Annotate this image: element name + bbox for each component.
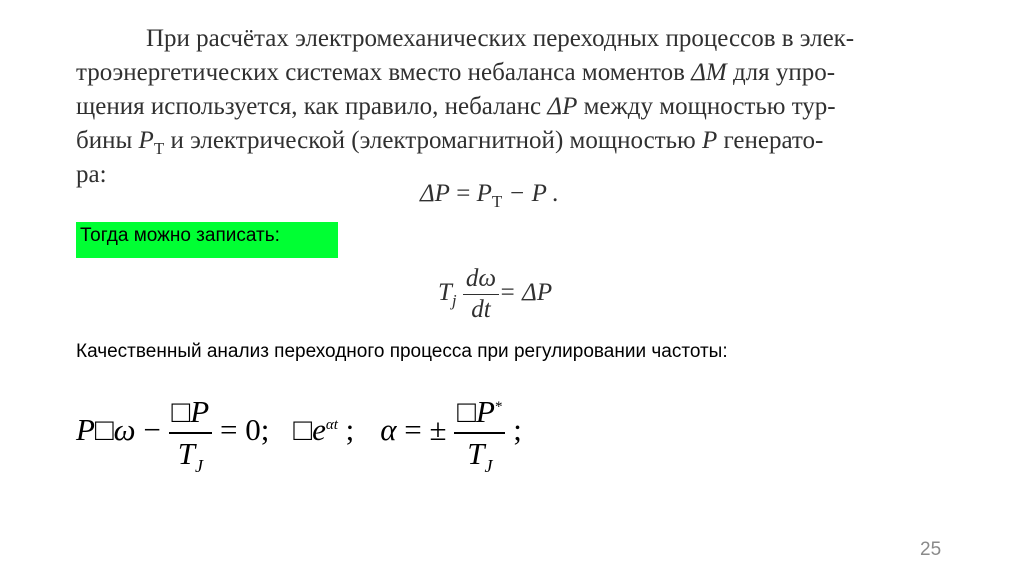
eq3-frac2-p: P xyxy=(476,394,495,429)
eq3-frac2-t: T xyxy=(467,436,485,471)
eq1-pt-subscript: T xyxy=(491,192,503,211)
eq3-omega: ω xyxy=(113,412,136,448)
eq3-frac2-denominator xyxy=(454,434,505,474)
eq2-rhs: = ΔP xyxy=(499,279,553,307)
eq1-pt: P xyxy=(476,180,492,207)
eq3-frac1-numerator xyxy=(169,392,213,434)
eq3-minus: − xyxy=(135,412,169,448)
eq3-frac1-p: P xyxy=(190,394,210,429)
eq3-p: P xyxy=(76,412,95,448)
text-line-4a: бины xyxy=(76,127,139,154)
eq3-equals-zero: = 0; xyxy=(212,412,270,448)
paragraph-line xyxy=(76,56,934,90)
eq3-frac2-numerator xyxy=(454,392,505,434)
eq2-j-subscript: j xyxy=(451,291,457,311)
missing-glyph-box: □ xyxy=(457,394,477,429)
text-line-5: ра: xyxy=(76,161,107,188)
missing-glyph-box: □ xyxy=(171,394,191,429)
text-line-1: При расчётах электромеханических переходных процессов в элек- xyxy=(146,25,855,52)
text-line-3a: щения используется, как правило, небаланс xyxy=(76,93,548,120)
paragraph-line xyxy=(76,124,934,158)
eq3-frac2-star: * xyxy=(494,399,503,415)
text-line-2a: троэнергетических системах вместо небаланса моментов xyxy=(76,59,692,86)
paragraph-line xyxy=(76,90,934,124)
eq3-frac2-j-subscript: J xyxy=(484,456,493,476)
eq3-alpha: α xyxy=(380,412,397,448)
qualitative-analysis-text: Качественный анализ переходного процесса при регулировании частоты: xyxy=(76,341,728,362)
scanned-paragraph xyxy=(76,22,934,192)
text-line-3b: между мощностью тур- xyxy=(577,93,836,120)
pt-subscript: T xyxy=(153,139,165,158)
missing-glyph-box: □ xyxy=(94,412,114,448)
text-line-4b: и электрической (электромагнитной) мощностью xyxy=(164,127,702,154)
eq1-lhs: ΔP xyxy=(420,180,450,207)
equation-motion xyxy=(438,264,552,325)
page-number: 25 xyxy=(920,539,942,560)
eq2-denominator: dt xyxy=(471,296,491,323)
eq3-semicolon: ; xyxy=(505,412,522,448)
eq3-fraction-2 xyxy=(454,392,505,474)
highlighted-text: Тогда можно записать: xyxy=(80,225,280,246)
eq2-numerator: dω xyxy=(463,264,499,295)
paragraph-line xyxy=(76,22,934,56)
delta-m-symbol: ΔM xyxy=(691,59,727,86)
missing-glyph-box: □ xyxy=(293,412,313,448)
eq2-t: T xyxy=(438,279,452,307)
pt-symbol: P xyxy=(138,127,154,154)
eq3-frac1-denominator xyxy=(169,434,213,474)
eq3-frac1-t: T xyxy=(177,436,195,471)
eq1-equals: = xyxy=(449,180,477,207)
text-line-4c: генерато- xyxy=(717,127,824,154)
equation-power-imbalance xyxy=(420,180,559,211)
eq3-fraction-1 xyxy=(169,392,213,474)
eq3-exponent: αt xyxy=(325,417,338,434)
text-line-2b: для упро- xyxy=(726,59,836,86)
eq3-e: e xyxy=(312,412,326,448)
equation-frequency-analysis xyxy=(76,392,522,474)
eq3-semicolon: ; xyxy=(337,412,355,448)
eq1-rest: − P . xyxy=(502,180,559,207)
delta-p-symbol: ΔP xyxy=(547,93,578,120)
eq3-plus-minus: = ± xyxy=(396,412,455,448)
eq2-fraction xyxy=(463,264,499,325)
eq3-frac1-j-subscript: J xyxy=(195,456,203,476)
p-symbol: P xyxy=(701,127,718,154)
